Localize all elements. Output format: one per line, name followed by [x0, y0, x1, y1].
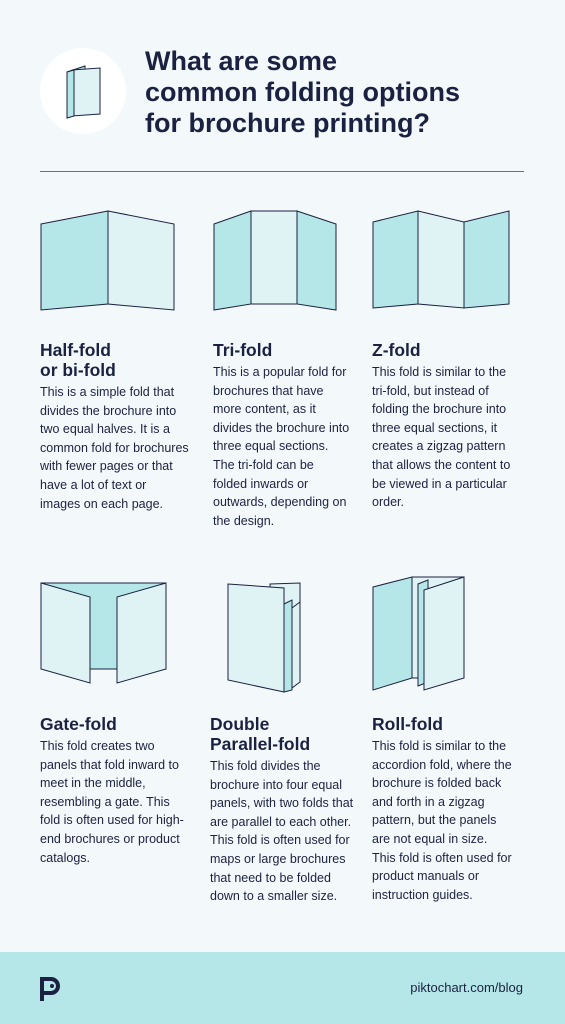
- double-parallel-fold-description: This fold divides the brochure into four equal panels, with two folds that are parallel to each other. This fold is often used for maps or large brochures that need to be folded down to a smaller size.: [210, 759, 354, 904]
- tri-fold-title: Tri-fold: [213, 340, 273, 360]
- z-fold-description: This fold is similar to the tri-fold, but instead of folding the brochure into three equal sections, it creates a zigzag pattern that allows the content to be viewed in a particular order.: [372, 365, 511, 510]
- z-fold-title: Z-fold: [372, 340, 421, 360]
- gate-fold-title: Gate-fold: [40, 714, 117, 734]
- roll-fold-title: Roll-fold: [372, 714, 443, 734]
- half-fold-illustration: [40, 208, 176, 312]
- double-parallel-fold-title: Double Parallel-fold: [210, 714, 311, 754]
- double-parallel-fold-illustration: [226, 580, 308, 698]
- footer-blog-link[interactable]: piktochart.com/blog: [410, 980, 523, 995]
- folded-brochure-icon: [40, 48, 126, 134]
- header-divider: [40, 171, 524, 172]
- page-title: What are some common folding options for brochure printing?: [145, 46, 460, 138]
- z-fold-illustration: [372, 208, 512, 312]
- piktochart-logo-icon[interactable]: [40, 977, 62, 1001]
- roll-fold-description: This fold is similar to the accordion fold, where the brochure is folded back and forth in a zigzag pattern, but the panels are not equal in size. This fold is often used for product manuals or instruction guides.: [372, 739, 512, 902]
- half-fold-title: Half-fold or bi-fold: [40, 340, 116, 380]
- tri-fold-illustration: [213, 208, 339, 312]
- gate-fold-illustration: [40, 580, 170, 686]
- roll-fold-illustration: [372, 574, 468, 694]
- gate-fold-description: This fold creates two panels that fold inward to meet in the middle, resembling a gate. This fold is often used for high-end brochures or product catalogs.: [40, 739, 184, 865]
- half-fold-description: This is a simple fold that divides the brochure into two equal halves. It is a common fold for brochures with fewer pages or that have a lot of text or images on each page.: [40, 385, 189, 511]
- header-icon-circle: [40, 48, 126, 134]
- tri-fold-description: This is a popular fold for brochures that have more content, as it divides the brochure into three equal sections. The tri-fold can be folded inwards or outwards, depending on the design.: [213, 365, 350, 528]
